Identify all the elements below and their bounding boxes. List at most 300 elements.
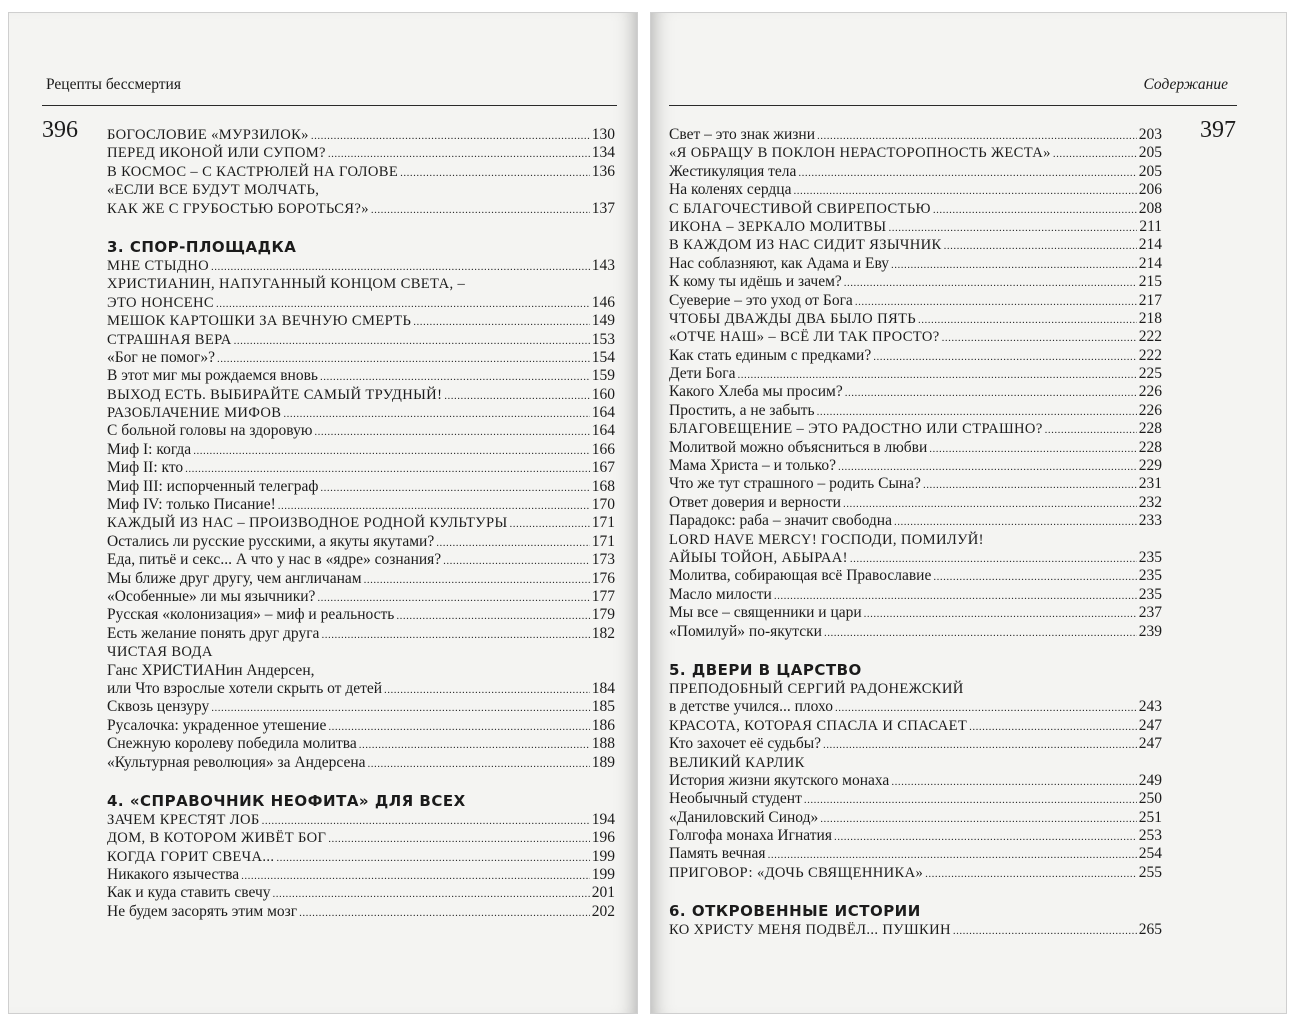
entry-title: Миф II: кто [107,459,184,477]
toc-entry [669,383,1162,401]
dot-leader [817,403,1137,420]
entry-title: СТРАШНАЯ ВЕРА [107,331,232,348]
entry-page-number: 235 [1138,548,1162,566]
dot-leader [328,145,590,162]
dot-leader [216,295,590,312]
entry-page-number: 176 [591,569,615,587]
entry-page-number: 168 [591,477,615,495]
entry-page-number: 146 [591,293,615,311]
dot-leader [211,258,590,275]
dot-leader [823,736,1137,753]
toc-entry [107,422,615,440]
dot-leader [888,219,1137,236]
toc-entry-continued [107,181,615,199]
toc-entry [669,181,1162,199]
entry-title: Дети Бога [669,365,736,383]
dot-leader [368,755,590,772]
entry-page-number: 188 [591,735,615,753]
entry-page-number: 202 [591,902,615,920]
toc-entry [669,420,1162,438]
entry-page-number: 265 [1138,921,1162,939]
dot-leader [283,405,589,422]
dot-leader [864,605,1137,622]
entry-title: «Бог не помог»? [107,348,215,366]
entry-title: Мама Христа – и только? [669,457,837,475]
entry-page-number: 235 [1138,567,1162,585]
entry-page-number: 164 [591,404,615,422]
toc-entry [669,623,1162,641]
entry-title: Голгофа монаха Игнатия [669,827,832,845]
entry-title: В КАЖДОМ ИЗ НАС СИДИТ ЯЗЫЧНИК [669,237,942,254]
entry-title: Мы все – священники и цари [669,604,862,622]
toc-entry [107,514,615,532]
dot-leader [299,904,590,921]
entry-title: Как и куда ставить свечу [107,884,271,902]
entry-page-number: 143 [591,256,615,274]
entry-title: LORD HAVE MERCY! ГОСПОДИ, ПОМИЛУЙ! [669,531,984,548]
entry-page-number: 184 [591,679,615,697]
toc-entry-continued [669,680,1162,698]
entry-title: Парадокс: раба – значит свободна [669,512,892,530]
dot-leader [918,311,1137,328]
dot-leader [834,828,1137,845]
entry-page-number: 189 [591,753,615,771]
toc-entry [107,404,615,422]
entry-page-number: 196 [591,829,615,847]
entry-title: Есть желание понять друг друга [107,624,320,642]
toc-entry-continued [107,275,615,293]
entry-page-number: 222 [1138,346,1162,364]
dot-leader [891,773,1136,790]
dot-leader [923,476,1137,493]
dot-leader [217,350,590,367]
entry-page-number: 173 [591,551,615,569]
dot-leader [317,589,589,606]
entry-title: Ганс ХРИСТИАНин Андерсен, [107,661,315,679]
entry-title: Свет – это знак жизни [669,126,815,143]
entry-title: МНЕ СТЫДНО [107,257,209,274]
toc-entry [669,772,1162,790]
dot-leader [262,812,590,829]
entry-title: ИКОНА – ЗЕРКАЛО МОЛИТВЫ [669,218,887,235]
entry-page-number: 171 [591,514,615,532]
entry-page-number: 251 [1138,808,1162,826]
entry-page-number: 226 [1138,383,1162,401]
entry-page-number: 232 [1138,493,1162,511]
dot-leader [838,458,1137,475]
entry-page-number: 217 [1138,291,1162,309]
entry-page-number: 214 [1138,236,1162,254]
dot-leader [933,568,1136,585]
dot-leader [510,515,590,532]
toc-entry [107,349,615,367]
toc-entry [669,549,1162,567]
entry-page-number: 254 [1138,845,1162,863]
dot-leader [929,440,1136,457]
toc-entry [669,475,1162,493]
toc-entry [107,551,615,569]
toc-entry [669,809,1162,827]
entry-page-number: 179 [591,606,615,624]
entry-title: БОГОСЛОВИЕ «МУРЗИЛОК» [107,127,309,143]
toc-entry-continued [107,662,615,680]
dot-leader [396,607,589,624]
toc-entry [669,126,1162,144]
toc-entry [669,586,1162,604]
toc-entry [107,441,615,459]
entry-page-number: 247 [1138,716,1162,734]
entry-page-number: 237 [1138,604,1162,622]
entry-title: ПРИГОВОР: «ДОЧЬ СВЯЩЕННИКА» [669,864,924,881]
toc-entry [669,457,1162,475]
entry-title: МЕШОК КАРТОШКИ ЗА ВЕЧНУЮ СМЕРТЬ [107,313,412,330]
entry-title: «Я ОБРАЩУ В ПОКЛОН НЕРАСТОРОПНОСТЬ ЖЕСТА» [669,145,1051,162]
dot-leader [328,718,589,735]
dot-leader [364,571,590,588]
toc-entry [669,735,1162,753]
entry-page-number: 249 [1138,771,1162,789]
entry-page-number: 206 [1138,181,1162,199]
entry-page-number: 203 [1138,126,1162,143]
entry-page-number: 243 [1138,698,1162,716]
dot-leader [737,366,1136,383]
toc-entry [107,717,615,735]
dot-leader [835,699,1137,716]
entry-title: Еда, питьё и секс... А что у нас в «ядре» сознания? [107,551,442,569]
entry-title: С БЛАГОЧЕСТИВОЙ СВИРЕПОСТЬЮ [669,200,931,217]
toc-entry [669,236,1162,254]
entry-title: Какого Хлеба мы просим? [669,383,843,401]
toc-entry [107,312,615,330]
entry-title: Ответ доверия и верности [669,493,841,511]
dot-leader [894,513,1137,530]
entry-page-number: 226 [1138,401,1162,419]
dot-leader [400,164,590,181]
toc-entry [669,200,1162,218]
toc-entry [107,698,615,716]
entry-title: Простить, а не забыть [669,401,815,419]
entry-title: Кто захочет её судьбы? [669,735,821,753]
toc-entry [107,848,615,866]
entry-page-number: 130 [591,126,615,143]
entry-page-number: 239 [1138,622,1162,640]
toc-entry [107,829,615,847]
dot-leader [855,293,1137,310]
toc-entry [107,625,615,643]
toc-entry [107,811,615,829]
entry-title: РАЗОБЛАЧЕНИЕ МИФОВ [107,405,282,422]
entry-title: На коленях сердца [669,181,792,199]
section-spacer [107,772,615,791]
entry-page-number: 167 [591,459,615,477]
entry-title: «Помилуй» по-якутски [669,622,822,640]
entry-page-number: 250 [1138,790,1162,808]
dot-leader [817,127,1137,144]
entry-page-number: 154 [591,348,615,366]
dot-leader [1045,421,1137,438]
toc-entry [669,604,1162,622]
toc-entry [107,496,615,514]
entry-title: Молитвой можно объясниться в любви [669,438,928,456]
entry-title: «ЕСЛИ ВСЕ БУДУТ МОЛЧАТЬ, [107,182,320,199]
dot-leader [384,681,590,698]
entry-page-number: 229 [1138,457,1162,475]
section-heading: 3. СПОР-ПЛОЩАДКА [107,237,297,256]
entry-page-number: 160 [591,385,615,403]
toc-entry [107,294,615,312]
toc-entry [107,884,615,902]
entry-title: Никакого язычества [107,866,240,884]
dot-leader [933,201,1137,218]
entry-page-number: 214 [1138,254,1162,272]
toc-entry-continued [669,754,1162,772]
entry-title: Остались ли русские русскими, а якуты якутами? [107,532,435,550]
toc-entry [669,864,1162,882]
toc-entry [669,494,1162,512]
toc-entry [107,866,615,884]
entry-title: Молитва, собирающая всё Православие [669,567,932,585]
entry-title: Миф I: когда [107,440,192,458]
entry-page-number: 201 [591,884,615,902]
entry-page-number: 211 [1139,217,1162,235]
toc-entry [669,310,1162,328]
entry-page-number: 208 [1138,199,1162,217]
dot-leader [969,718,1137,735]
entry-title: «ОТЧЕ НАШ» – ВСЁ ЛИ ТАК ПРОСТО? [669,329,940,346]
dot-leader [944,237,1137,254]
entry-title: Русалочка: украденное утешение [107,716,327,734]
entry-page-number: 166 [591,440,615,458]
dot-leader [314,423,589,440]
entry-page-number: 228 [1138,438,1162,456]
page-number-right: 397 [1200,117,1236,143]
entry-page-number: 255 [1138,863,1162,881]
dot-leader [891,256,1137,273]
dot-leader [320,368,590,385]
entry-title: Сквозь цензуру [107,698,210,716]
entry-page-number: 205 [1138,144,1162,162]
entry-page-number: 159 [591,367,615,385]
section-heading: 5. ДВЕРИ В ЦАРСТВО [669,660,862,679]
dot-leader [241,867,590,884]
toc-entry [669,292,1162,310]
toc-entry [107,680,615,698]
entry-page-number: 205 [1138,162,1162,180]
toc-entry [669,328,1162,346]
entry-page-number: 231 [1138,475,1162,493]
dot-leader [359,736,590,753]
toc-entry [669,790,1162,808]
dot-leader [273,885,590,902]
toc-entry [669,347,1162,365]
toc-entry [107,200,615,218]
entry-title: Не будем засорять этим мозг [107,902,298,920]
toc-entry [107,331,615,349]
entry-title: Жестикуляция тела [669,162,797,180]
entry-title: Мы ближе друг другу, чем англичанам [107,569,362,587]
entry-title: ЧИСТАЯ ВОДА [107,644,213,661]
entry-title: КАК ЖЕ С ГРУБОСТЬЮ БОРОТЬСЯ?» [107,200,369,217]
dot-leader [276,849,589,866]
entry-title: ЭТО НОНСЕНС [107,294,214,311]
dot-leader [211,699,590,716]
entry-title: ХРИСТИАНИН, НАПУГАННЫЙ КОНЦОМ СВЕТА, – [107,276,466,293]
toc-entry [669,144,1162,162]
entry-page-number: 215 [1138,273,1162,291]
entry-title: «Особенные» ли мы язычники? [107,587,316,605]
dot-leader [820,810,1137,827]
toc-entry [107,367,615,385]
dot-leader [843,495,1137,512]
entry-page-number: 253 [1138,827,1162,845]
dot-leader [321,626,589,643]
entry-title: или Что взрослые хотели скрыть от детей [107,679,383,697]
dot-leader [850,550,1137,567]
entry-page-number: 171 [591,532,615,550]
dot-leader [844,274,1137,291]
right-page [650,12,1287,1014]
entry-title: Снежную королеву победила молитва [107,735,357,753]
dot-leader [436,534,590,551]
dot-leader [328,830,589,847]
toc-entry-continued [107,643,615,661]
entry-title: С больной головы на здоровую [107,422,313,440]
toc-entry [669,402,1162,420]
entry-page-number: 186 [591,716,615,734]
toc-entry [107,754,615,772]
entry-page-number: 194 [591,810,615,828]
entry-page-number: 199 [591,866,615,884]
entry-title: ЗАЧЕМ КРЕСТЯТ ЛОБ [107,811,260,828]
entry-page-number: 170 [591,496,615,514]
entry-page-number: 199 [591,847,615,865]
section-heading: 4. «СПРАВОЧНИК НЕОФИТА» ДЛЯ ВСЕХ [107,791,466,810]
toc-entry [107,163,615,181]
entry-title: «Даниловский Синод» [669,808,819,826]
section-spacer [669,882,1162,901]
dot-leader [793,182,1136,199]
running-head-left: Рецепты бессмертия [46,76,181,93]
dot-leader [1053,145,1137,162]
dot-leader [824,624,1137,641]
entry-page-number: 235 [1138,585,1162,603]
section-spacer [669,641,1162,660]
entry-title: ВЕЛИКИЙ КАРЛИК [669,754,805,771]
dot-leader [768,846,1137,863]
entry-title: В КОСМОС – С КАСТРЮЛЕЙ НА ГОЛОВЕ [107,163,399,180]
dot-leader [443,552,590,569]
entry-title: Что же тут страшного – родить Сына? [669,475,921,493]
entry-page-number: 137 [591,199,615,217]
entry-title: Нас соблазняют, как Адама и Еву [669,254,890,272]
toc-entry [669,365,1162,383]
header-rule-right [669,105,1237,106]
entry-title: История жизни якутского монаха [669,771,890,789]
entry-title: «Культурная революция» за Андерсена [107,753,366,771]
toc-entry [669,698,1162,716]
toc-entry [107,257,615,275]
toc-entry [107,144,615,162]
dot-leader [953,922,1137,939]
entry-page-number: 247 [1138,735,1162,753]
toc-entry [669,717,1162,735]
dot-leader [413,313,590,330]
toc-entry [669,567,1162,585]
entry-page-number: 233 [1138,512,1162,530]
dot-leader [873,348,1137,365]
entry-title: Память вечная [669,845,766,863]
entry-page-number: 222 [1138,328,1162,346]
entry-title: в детстве учился... плохо [669,698,833,716]
entry-page-number: 228 [1138,420,1162,438]
entry-page-number: 177 [591,587,615,605]
entry-title: КОГДА ГОРИТ СВЕЧА... [107,848,275,865]
toc-entry [107,588,615,606]
entry-title: ПРЕПОДОБНЫЙ СЕРГИЙ РАДОНЕЖСКИЙ [669,680,964,697]
toc-entry [669,921,1162,939]
toc-entry [107,459,615,477]
entry-title: ПЕРЕД ИКОНОЙ ИЛИ СУПОМ? [107,145,326,162]
entry-title: Миф III: испорченный телеграф [107,477,319,495]
toc-entry [107,606,615,624]
entry-title: КРАСОТА, КОТОРАЯ СПАСЛА И СПАСАЕТ [669,717,968,734]
toc-entry [669,827,1162,845]
dot-leader [320,479,589,496]
section-heading: 6. ОТКРОВЕННЫЕ ИСТОРИИ [669,902,921,921]
entry-page-number: 218 [1138,309,1162,327]
dot-leader [234,332,590,349]
toc-entry [669,255,1162,273]
toc-entry [669,439,1162,457]
dot-leader [942,329,1137,346]
entry-title: Необычный студент [669,790,802,808]
toc-entry [107,903,615,921]
entry-title: К кому ты идёшь и зачем? [669,273,842,291]
dot-leader [798,164,1136,181]
entry-title: ДОМ, В КОТОРОМ ЖИВЁТ БОГ [107,830,327,847]
entry-page-number: 164 [591,422,615,440]
dot-leader [278,497,590,514]
dot-leader [311,127,590,144]
entry-page-number: 149 [591,312,615,330]
entry-page-number: 153 [591,330,615,348]
toc-entry [669,512,1162,530]
entry-title: Как стать единым с предками? [669,346,872,364]
toc-entry [669,218,1162,236]
entry-title: Суеверие – это уход от Бога [669,291,853,309]
entry-title: Миф IV: только Писание! [107,496,276,514]
entry-title: КАЖДЫЙ ИЗ НАС – ПРОИЗВОДНОЕ РОДНОЙ КУЛЬТУРЫ [107,515,508,532]
toc-entry-continued [669,531,1162,549]
entry-page-number: 182 [591,624,615,642]
section-spacer [107,218,615,237]
entry-title: ВЫХОД ЕСТЬ. ВЫБИРАЙТЕ САМЫЙ ТРУДНЫЙ! [107,386,443,403]
toc-entry [669,845,1162,863]
toc-entry [107,533,615,551]
toc-right [669,126,1162,940]
entry-page-number: 136 [591,162,615,180]
entry-page-number: 185 [591,698,615,716]
entry-title: АЙЫЫ ТОЙОН, АБЫРАА! [669,549,848,566]
toc-entry [107,126,615,144]
dot-leader [925,865,1137,882]
running-head-right: Содержание [1143,76,1228,93]
toc-left [107,126,615,921]
page-number-left: 396 [42,117,78,143]
entry-title: КО ХРИСТУ МЕНЯ ПОДВЁЛ... ПУШКИН [669,922,951,939]
entry-title: Масло милости [669,585,772,603]
toc-entry [107,735,615,753]
